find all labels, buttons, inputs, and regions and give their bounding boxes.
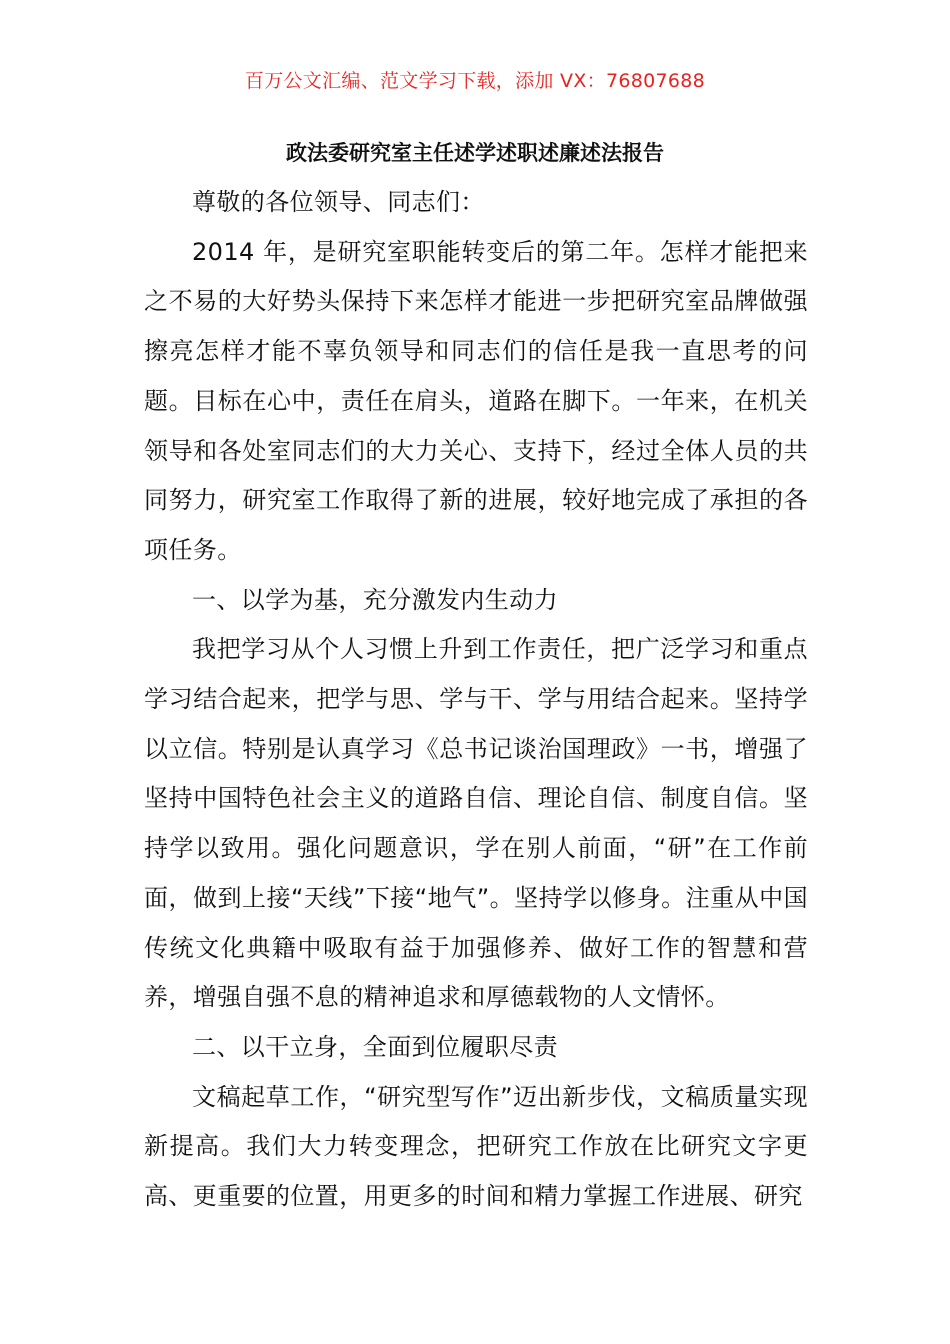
salutation: 尊敬的各位领导、同志们： bbox=[192, 188, 485, 216]
section-heading-1: 一、以学为基，充分激发内生动力 bbox=[192, 585, 558, 614]
document-body bbox=[144, 178, 808, 1222]
section-heading-2: 二、以干立身，全面到位履职尽责 bbox=[192, 1032, 558, 1061]
header-watermark-note: 百万公文汇编、范文学习下载，添加 VX：76807688 bbox=[244, 70, 706, 92]
document-title: 政法委研究室主任述学述职述廉述法报告 bbox=[286, 141, 664, 165]
paragraph-intro: 2014 年，是研究室职能转变后的第二年。怎样才能把来之不易的大好势头保持下来怎样才能进一步把研究室品牌做强擦亮怎样才能不辜负领导和同志们的信任是我一直思考的问题。目标在心中，责任在肩头，道路在脚下。一年来，在机关领导和各处室同志们的大力关心、支持下，经过全体人员的共同努力，研究室工作取得了新的进展，较好地完成了承担的各项任务。 bbox=[144, 237, 808, 564]
paragraph-duty: 文稿起草工作，“研究型写作”迈出新步伐，文稿质量实现新提高。我们大力转变理念，把研究工作放在比研究文字更高、更重要的位置，用更多的时间和精力掌握工作进展、研究 bbox=[144, 1082, 808, 1211]
paragraph-study: 我把学习从个人习惯上升到工作责任，把广泛学习和重点学习结合起来，把学与思、学与干、学与用结合起来。坚持学以立信。特别是认真学习《总书记谈治国理政》一书，增强了坚持中国特色社会主义的道路自信、理论自信、制度自信。坚持学以致用。强化问题意识，学在别人前面，“研”在工作前面，做到上接“天线”下接“地气”。坚持学以修身。注重从中国传统文化典籍中吸取有益于加强修养、做好工作的智慧和营养，增强自强不息的精神追求和厚德载物的人文情怀。 bbox=[144, 635, 808, 1012]
